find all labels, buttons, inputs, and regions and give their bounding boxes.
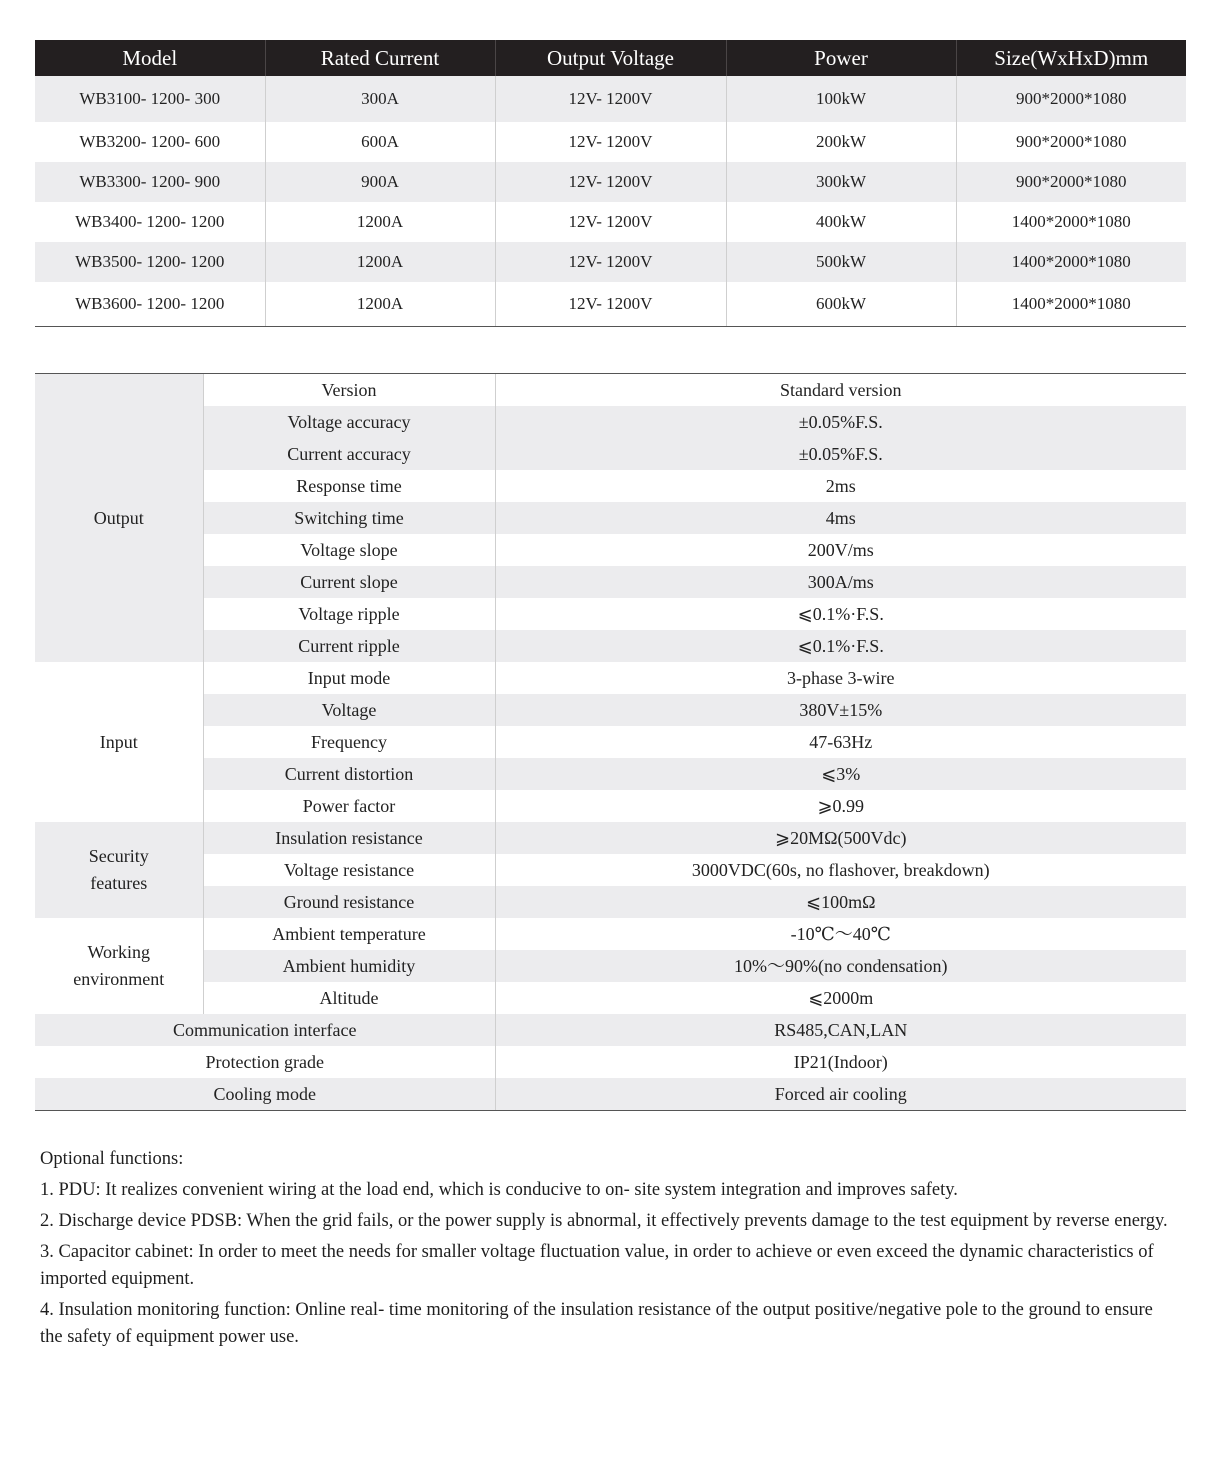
cell-model: WB3300- 1200- 900	[35, 162, 265, 202]
spec-value: ⩽0.1%·F.S.	[495, 598, 1186, 630]
header-output-voltage: Output Voltage	[495, 40, 726, 76]
spec-row	[35, 790, 1186, 822]
spec-value: -10℃～40℃	[495, 918, 1186, 950]
cell-rated-current: 1200A	[265, 202, 495, 242]
category-output: Output	[35, 374, 203, 662]
cell-model: WB3500- 1200- 1200	[35, 242, 265, 282]
spec-row	[35, 918, 1186, 950]
spec-row	[35, 502, 1186, 534]
spec-row	[35, 758, 1186, 790]
spec-row	[35, 566, 1186, 598]
spec-row	[35, 1078, 1186, 1110]
spec-label: Power factor	[203, 790, 495, 822]
cell-power: 400kW	[726, 202, 956, 242]
cell-model: WB3100- 1200- 300	[35, 76, 265, 122]
spec-label: Voltage resistance	[203, 854, 495, 886]
notes-heading: Optional functions:	[40, 1149, 184, 1169]
cell-rated-current: 300A	[265, 76, 495, 122]
spec-row	[35, 982, 1186, 1014]
spec-row	[35, 534, 1186, 566]
cell-model: WB3200- 1200- 600	[79, 132, 221, 151]
spec-table	[35, 373, 1186, 1111]
spec-value: ±0.05%F.S.	[495, 438, 1186, 470]
spec-label: Ambient temperature	[203, 918, 495, 950]
spec-row	[35, 598, 1186, 630]
spec-label: Cooling mode	[35, 1078, 495, 1110]
spec-value: ⩽0.1%·F.S.	[495, 630, 1186, 662]
spec-row	[35, 438, 1186, 470]
spec-label: Response time	[203, 470, 495, 502]
spec-value: ⩾20MΩ(500Vdc)	[495, 822, 1186, 854]
cell-model: WB3400- 1200- 1200	[75, 212, 225, 231]
spec-label: Voltage accuracy	[203, 406, 495, 438]
spec-row	[35, 406, 1186, 438]
spec-label: Voltage slope	[203, 534, 495, 566]
spec-value: ⩽100mΩ	[495, 886, 1186, 918]
cell-rated-current: 1200A	[265, 282, 495, 327]
spec-row	[35, 950, 1186, 982]
spec-value: 47-63Hz	[495, 726, 1186, 758]
header-rated-current: Rated Current	[265, 40, 495, 76]
header-size: Size(WxHxD)mm	[956, 40, 1186, 76]
category-security-line1: Security	[88, 846, 149, 866]
header-model: Model	[35, 40, 265, 76]
spec-label: Version	[203, 374, 495, 406]
note-item: 1. PDU: It realizes convenient wiring at the load end, which is conducive to on- site system integration and improves safety.	[40, 1180, 958, 1200]
spec-value: ⩽2000m	[495, 982, 1186, 1014]
category-environment-line2: environment	[73, 969, 165, 989]
spec-row	[35, 630, 1186, 662]
spec-row	[35, 1014, 1186, 1046]
spec-label: Ambient humidity	[203, 950, 495, 982]
cell-output-voltage: 12V- 1200V	[495, 202, 726, 242]
spec-row	[35, 374, 1186, 406]
cell-rated-current: 1200A	[265, 242, 495, 282]
category-security-line2: features	[90, 873, 148, 893]
spec-label: Frequency	[203, 726, 495, 758]
optional-functions	[40, 1146, 1180, 1355]
spec-label: Insulation resistance	[203, 822, 495, 854]
cell-rated-current: 600A	[265, 122, 495, 162]
spec-value: 4ms	[495, 502, 1186, 534]
cell-model: WB3600- 1200- 1200	[35, 282, 265, 327]
spec-label: Protection grade	[205, 1052, 324, 1072]
spec-value: IP21(Indoor)	[495, 1046, 1186, 1078]
spec-row	[35, 726, 1186, 758]
spec-row	[35, 854, 1186, 886]
category-security	[35, 822, 203, 918]
table-row	[35, 122, 1186, 162]
spec-row	[35, 694, 1186, 726]
cell-power: 200kW	[726, 122, 956, 162]
spec-label: Switching time	[203, 502, 495, 534]
spec-label: Voltage ripple	[203, 598, 495, 630]
category-input: Input	[99, 731, 138, 752]
spec-value: 300A/ms	[495, 566, 1186, 598]
cell-output-voltage: 12V- 1200V	[495, 242, 726, 282]
spec-row	[35, 886, 1186, 918]
spec-label: Input mode	[203, 662, 495, 694]
spec-label: Ground resistance	[203, 886, 495, 918]
cell-size: 900*2000*1080	[956, 162, 1186, 202]
cell-size: 900*2000*1080	[956, 122, 1186, 162]
spec-value: 2ms	[495, 470, 1186, 502]
cell-rated-current: 900A	[265, 162, 495, 202]
table-row	[35, 162, 1186, 202]
table-row	[35, 76, 1186, 122]
cell-output-voltage: 12V- 1200V	[495, 76, 726, 122]
note-item: 3. Capacitor cabinet: In order to meet the needs for smaller voltage fluctuation value, in order to achieve or even exceed the dynamic characteristics of imported equipment.	[40, 1242, 1154, 1289]
spec-value: RS485,CAN,LAN	[495, 1014, 1186, 1046]
spec-label: Communication interface	[35, 1014, 495, 1046]
spec-value: 200V/ms	[495, 534, 1186, 566]
spec-value: ±0.05%F.S.	[495, 406, 1186, 438]
cell-size: 1400*2000*1080	[956, 242, 1186, 282]
spec-value: ⩾0.99	[495, 790, 1186, 822]
cell-output-voltage: 12V- 1200V	[495, 162, 726, 202]
spec-value: 3-phase 3-wire	[495, 662, 1186, 694]
note-item: 4. Insulation monitoring function: Online real- time monitoring of the insulation resistance of the output positive/negative pole to the ground to ensure the safety of equipment power use.	[40, 1300, 1153, 1347]
spec-label: Current distortion	[203, 758, 495, 790]
table-row	[35, 282, 1186, 327]
note-item: 2. Discharge device PDSB: When the grid fails, or the power supply is abnormal, it effectively prevents damage to the test equipment by reverse energy.	[40, 1211, 1168, 1231]
spec-label: Current accuracy	[203, 438, 495, 470]
spec-row	[35, 470, 1186, 502]
spec-label: Altitude	[203, 982, 495, 1014]
model-table	[35, 40, 1186, 327]
spec-value: 10%～90%(no condensation)	[495, 950, 1186, 982]
spec-value: ⩽3%	[495, 758, 1186, 790]
cell-size: 1400*2000*1080	[956, 202, 1186, 242]
cell-output-voltage: 12V- 1200V	[495, 122, 726, 162]
spec-value: Standard version	[495, 374, 1186, 406]
spec-value: Forced air cooling	[495, 1078, 1186, 1110]
spec-value: 380V±15%	[495, 694, 1186, 726]
table-row	[35, 242, 1186, 282]
spec-label: Current slope	[203, 566, 495, 598]
cell-power: 600kW	[726, 282, 956, 327]
spec-label: Current ripple	[203, 630, 495, 662]
model-table-header	[35, 40, 1186, 76]
spec-row	[35, 662, 1186, 694]
spec-row	[35, 1046, 1186, 1078]
spec-row	[35, 822, 1186, 854]
cell-size: 900*2000*1080	[956, 76, 1186, 122]
spec-value: 3000VDC(60s, no flashover, breakdown)	[495, 854, 1186, 886]
category-environment	[35, 918, 203, 1014]
spec-label: Voltage	[203, 694, 495, 726]
table-row	[35, 202, 1186, 242]
category-environment-line1: Working	[87, 942, 151, 962]
cell-output-voltage: 12V- 1200V	[495, 282, 726, 327]
cell-power: 300kW	[726, 162, 956, 202]
cell-size: 1400*2000*1080	[956, 282, 1186, 327]
cell-power: 500kW	[726, 242, 956, 282]
header-power: Power	[726, 40, 956, 76]
cell-power: 100kW	[726, 76, 956, 122]
